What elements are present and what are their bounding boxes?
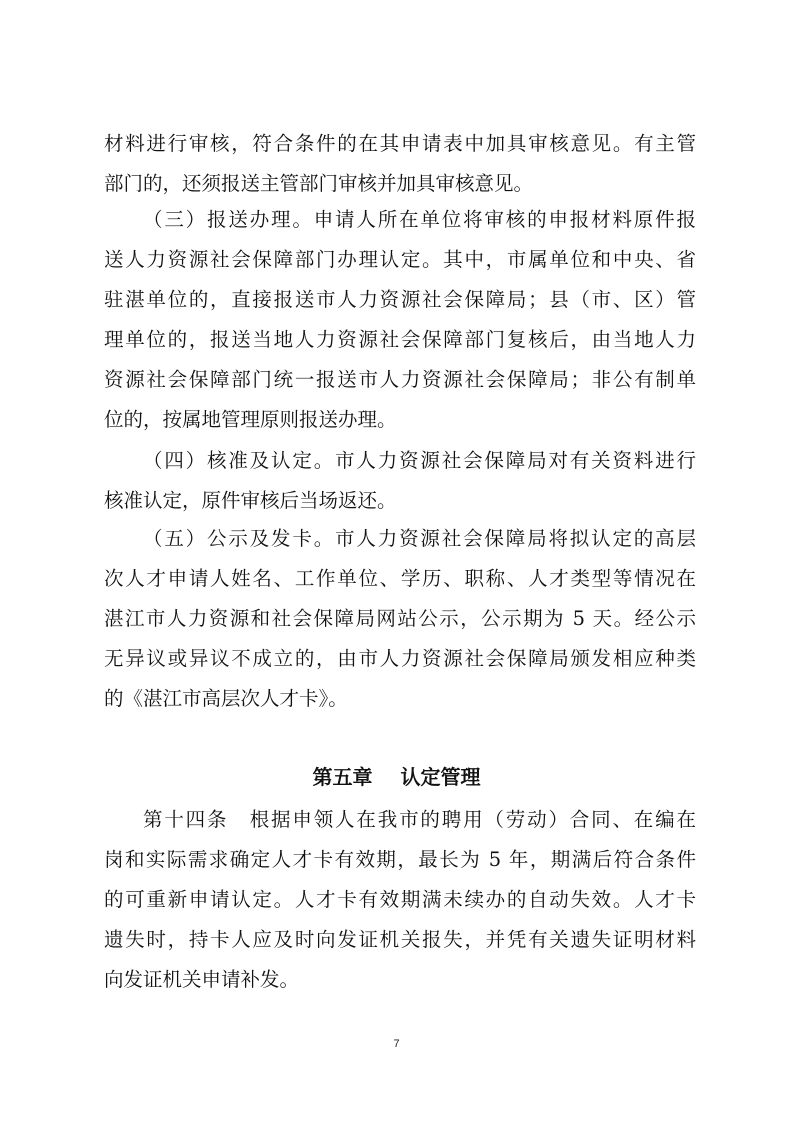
chapter-heading: [0, 759, 793, 795]
chapter-number: 第五章: [312, 765, 373, 789]
text-line: 材料进行审核，符合条件的在其申请表中加具审核意见。有主管: [104, 132, 696, 155]
text-line: 湛江市人力资源和社会保障局网站公示，公示期为 5 天。经公示: [104, 607, 696, 630]
text-line: 资源社会保障部门统一报送市人力资源社会保障局；非公有制单: [104, 368, 696, 391]
text-line: 的《湛江市高层次人才卡》。: [104, 687, 348, 710]
paragraph-item-4: [104, 441, 696, 521]
text-line: 核准认定，原件审核后当场返还。: [104, 489, 397, 512]
article-14: [104, 800, 696, 1000]
text-line: 次人才申请人姓名、工作单位、学历、职称、人才类型等情况在: [104, 567, 696, 590]
chapter-title: 认定管理: [400, 765, 481, 789]
text-line: 部门的，还须报送主管部门审核并加具审核意见。: [104, 172, 534, 195]
text-line: （五）公示及发卡。市人力资源社会保障局将拟认定的高层: [143, 527, 696, 550]
paragraph-item-5: [104, 519, 696, 719]
text-line: （四）核准及认定。市人力资源社会保障局对有关资料进行: [143, 449, 696, 472]
page-number: 7: [393, 1038, 400, 1050]
paragraph-item-3: [104, 200, 696, 440]
text-line: 位的，按属地管理原则报送办理。: [104, 408, 397, 431]
text-line: （三）报送办理。申请人所在单位将审核的申报材料原件报: [143, 208, 696, 231]
text-line: 的可重新申请认定。人才卡有效期满未续办的自动失效。人才卡: [104, 888, 696, 911]
text-line: 遗失时，持卡人应及时向发证机关报失，并凭有关遗失证明材料: [104, 928, 696, 951]
text-line: 驻湛单位的，直接报送市人力资源社会保障局；县（市、区）管: [104, 288, 696, 311]
paragraph-continuation: [104, 124, 696, 204]
text-line: 向发证机关申请补发。: [104, 968, 300, 991]
text-line: 第十四条 根据申领人在我市的聘用（劳动）合同、在编在: [143, 808, 696, 831]
text-line: 岗和实际需求确定人才卡有效期，最长为 5 年，期满后符合条件: [104, 848, 696, 871]
text-line: 理单位的，报送当地人力资源社会保障部门复核后，由当地人力: [104, 328, 696, 351]
text-line: 送人力资源社会保障部门办理认定。其中，市属单位和中央、省: [104, 248, 696, 271]
text-line: 无异议或异议不成立的，由市人力资源社会保障局颁发相应种类: [104, 647, 696, 670]
